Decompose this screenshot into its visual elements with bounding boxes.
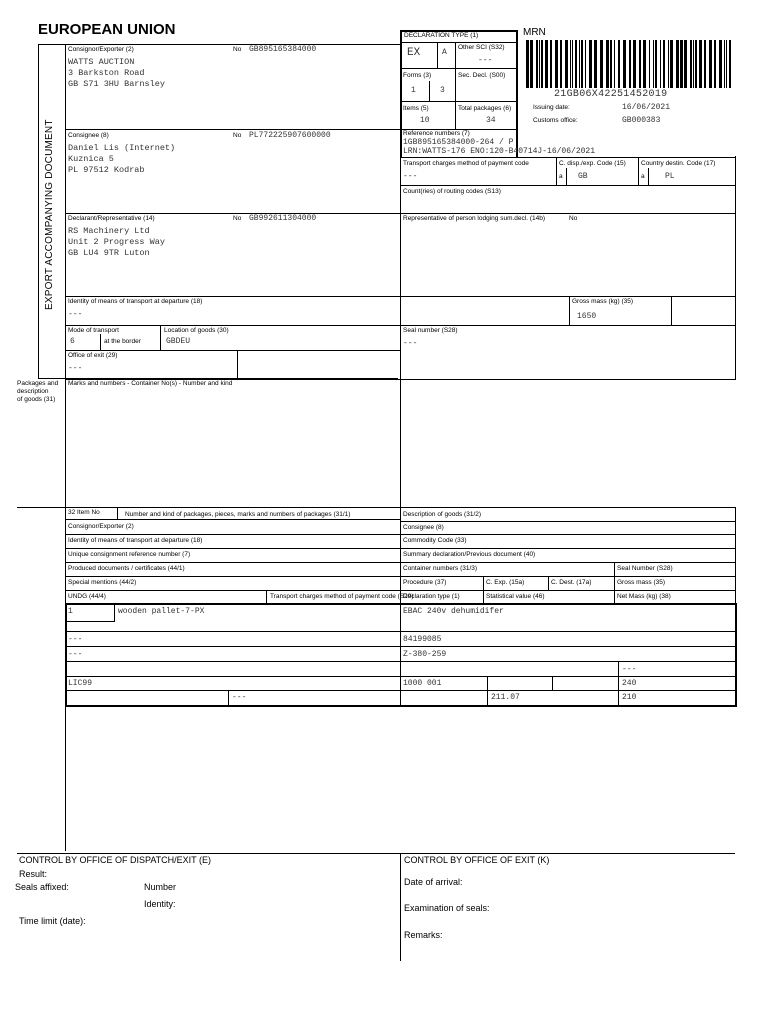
produced-docs-label: Produced documents / certificates (44/1): [68, 565, 185, 572]
transport-charges-label: Transport charges method of payment code: [403, 160, 529, 167]
seal-item-label: Seal Number (S28): [617, 565, 673, 572]
routing-label: Count(ries) of routing codes (S13): [403, 188, 501, 195]
item-values-box: [65, 603, 737, 707]
item-seal-value: ---: [622, 665, 637, 674]
consignee-no-value: PL772225907600000: [249, 131, 331, 140]
mode-transport-label: Mode of transport: [68, 327, 119, 334]
item-no-value: 1: [68, 607, 73, 616]
total-packages-value: 34: [486, 116, 496, 125]
consignee-label: Consignee (8): [68, 132, 109, 139]
commodity-label: Commodity Code (33): [403, 537, 467, 544]
item-packages-value: wooden pallet-7-PX: [118, 607, 205, 616]
seals-affixed-label: Seals affixed:: [15, 882, 69, 892]
representative-no-label: No: [569, 215, 578, 222]
transport-charges-value: ---: [403, 172, 418, 181]
gross-mass-value: 1650: [577, 312, 597, 321]
consignee-line-3: PL 97512 Kodrab: [68, 165, 145, 175]
item-description-value: EBAC 240v dehumidifer: [403, 607, 504, 616]
declarant-no-label: No: [233, 215, 242, 222]
mrn-code: 21GB06X42251452019: [554, 89, 668, 100]
ucr-label: Unique consignment reference number (7): [68, 551, 191, 558]
office-exit-value: ---: [68, 364, 83, 373]
dest-code-label: Country destin. Code (17): [641, 160, 716, 167]
barcode: [524, 40, 734, 88]
mrn-label: MRN: [523, 27, 546, 38]
item-transport-charges-value: ---: [232, 693, 247, 702]
control-dispatch-title: CONTROL BY OFFICE OF DISPATCH/EXIT (E): [19, 855, 212, 865]
description-label: Description of goods (31/2): [403, 511, 482, 518]
packages-side-label-1: Packages and: [17, 380, 59, 387]
gross-mass-item-label: Gross mass (35): [617, 579, 666, 586]
issuing-date-label: Issuing date:: [533, 104, 570, 111]
item-special-value: LIC99: [68, 679, 93, 688]
side-title: EXPORT ACCOMPANYING DOCUMENT: [44, 119, 55, 310]
summary-label: Summary declaration/Previous document (40): [403, 551, 536, 558]
item-consignor-value: ---: [68, 635, 83, 644]
transport-charges-item-label: Transport charges method of payment code (S29): [270, 593, 414, 600]
location-goods-value: GBDEU: [166, 337, 191, 346]
seal-number-value: ---: [403, 339, 418, 348]
consignee-no-label: No: [233, 132, 242, 139]
transport-id-item-label: Identity of means of transport at departure (18): [68, 537, 203, 544]
mode-transport-value: 6: [70, 337, 75, 346]
representative-label: Representative of person lodging sum.decl. (14b): [403, 215, 545, 222]
dest-code-value: PL: [665, 172, 675, 181]
consignor-no-label: No: [233, 46, 242, 53]
items-value: 10: [420, 116, 430, 125]
stat-value-label: Statistical value (46): [486, 593, 545, 600]
undg-label: UNDG (44/4): [68, 593, 106, 600]
number-kind-label: Number and kind of packages, pieces, marks and numbers of packages (31/1): [125, 511, 351, 518]
reference-line-1: 1GB895165384000-264 / P: [403, 138, 514, 147]
item-procedure-value: 1000 001: [403, 679, 442, 688]
transport-id-value: ---: [68, 310, 83, 319]
disp-code-a: a: [559, 173, 563, 180]
declaration-type-sub: A: [442, 48, 447, 57]
declarant-no-value: GB992611304000: [249, 214, 317, 223]
consignor-no-value: GB895165384000: [249, 45, 317, 54]
item-no-label: 32 Item No: [68, 509, 100, 516]
customs-office-value: GB000383: [622, 116, 661, 125]
declarant-label: Declarant/Representative (14): [68, 215, 155, 222]
item-net-mass-value: 210: [622, 693, 637, 702]
net-mass-label: Net Mass (kg) (38): [617, 593, 671, 600]
document-title: EUROPEAN UNION: [38, 21, 176, 38]
forms-a: 1: [411, 86, 416, 95]
item-gross-mass-value: 240: [622, 679, 637, 688]
remarks-label: Remarks:: [404, 930, 443, 940]
container-label: Container numbers (31/3): [403, 565, 478, 572]
consignee-line-1: Daniel Lis (Internet): [68, 143, 176, 153]
control-exit-title: CONTROL BY OFFICE OF EXIT (K): [404, 855, 550, 865]
item-commodity-value: 84199085: [403, 635, 442, 644]
transport-id-label: Identity of means of transport at departure (18): [68, 298, 203, 305]
disp-code-value: GB: [578, 172, 588, 181]
disp-code-label: C. disp./exp. Code (15): [559, 160, 626, 167]
declaration-type-value: EX: [407, 47, 421, 59]
forms-label: Forms (3): [403, 72, 432, 79]
declarant-line-1: RS Machinery Ltd: [68, 226, 150, 236]
examination-seals-label: Examination of seals:: [404, 903, 490, 913]
consignor-line-2: 3 Barkston Road: [68, 68, 145, 78]
sec-decl-label: Sec. Decl. (S00): [458, 72, 506, 79]
other-sci-value: ---: [478, 56, 493, 65]
control-result-label: Result:: [19, 869, 48, 879]
dest-code-a: a: [641, 173, 645, 180]
date-arrival-label: Date of arrival:: [404, 877, 463, 887]
c-dest-label: C. Dest. (17a): [551, 579, 592, 586]
reference-label: Reference numbers (7): [403, 130, 470, 137]
consignor-line-1: WATTS AUCTION: [68, 57, 135, 67]
office-exit-label: Office of exit (29): [68, 352, 118, 359]
gross-mass-label: Gross mass (kg) (35): [572, 298, 634, 305]
items-label: Items (5): [403, 105, 429, 112]
special-mentions-label: Special mentions (44/2): [68, 579, 137, 586]
seals-identity-label: Identity:: [144, 899, 176, 909]
item-stat-value: 211.07: [491, 693, 520, 702]
consignee-line-2: Kuznica 5: [68, 154, 114, 164]
item-summary-value: Z-380-259: [403, 650, 447, 659]
mode-border-label: at the border: [104, 338, 141, 345]
consignor-line-3: GB S71 3HU Barnsley: [68, 79, 165, 89]
packages-side-label-2: description: [17, 388, 49, 395]
item-transport-id-value: ---: [68, 650, 83, 659]
seals-number-label: Number: [144, 882, 177, 892]
marks-numbers-label: Marks and numbers - Container No(s) - Number and kind: [68, 380, 233, 387]
packages-side-label-3: of goods (31): [17, 396, 56, 403]
total-packages-label: Total packages (6): [458, 105, 512, 112]
decl-type-label: Declaration type (1): [403, 593, 460, 600]
other-sci-label: Other SCI (S32): [458, 44, 505, 51]
time-limit-label: Time limit (date):: [19, 916, 86, 926]
consignor-label: Consignor/Exporter (2): [68, 46, 134, 53]
issuing-date-value: 16/06/2021: [622, 103, 671, 112]
location-goods-label: Location of goods (30): [164, 327, 229, 334]
declaration-type-label: DECLARATION TYPE (1): [404, 32, 479, 39]
seal-number-label: Seal number (S28): [403, 327, 458, 334]
c-exp-label: C. Exp. (15a): [486, 579, 525, 586]
reference-line-2: LRN:WATTS-176 ENO:120-B40714J-16/06/2021: [403, 147, 596, 156]
consignee-item-label: Consignee (8): [403, 524, 444, 531]
forms-b: 3: [440, 86, 445, 95]
consignor-item-label: Consignor/Exporter (2): [68, 523, 134, 530]
customs-office-label: Customs office:: [533, 117, 578, 124]
procedure-label: Procedure (37): [403, 579, 447, 586]
declarant-line-2: Unit 2 Progress Way: [68, 237, 165, 247]
declarant-line-3: GB LU4 9TR Luton: [68, 248, 150, 258]
